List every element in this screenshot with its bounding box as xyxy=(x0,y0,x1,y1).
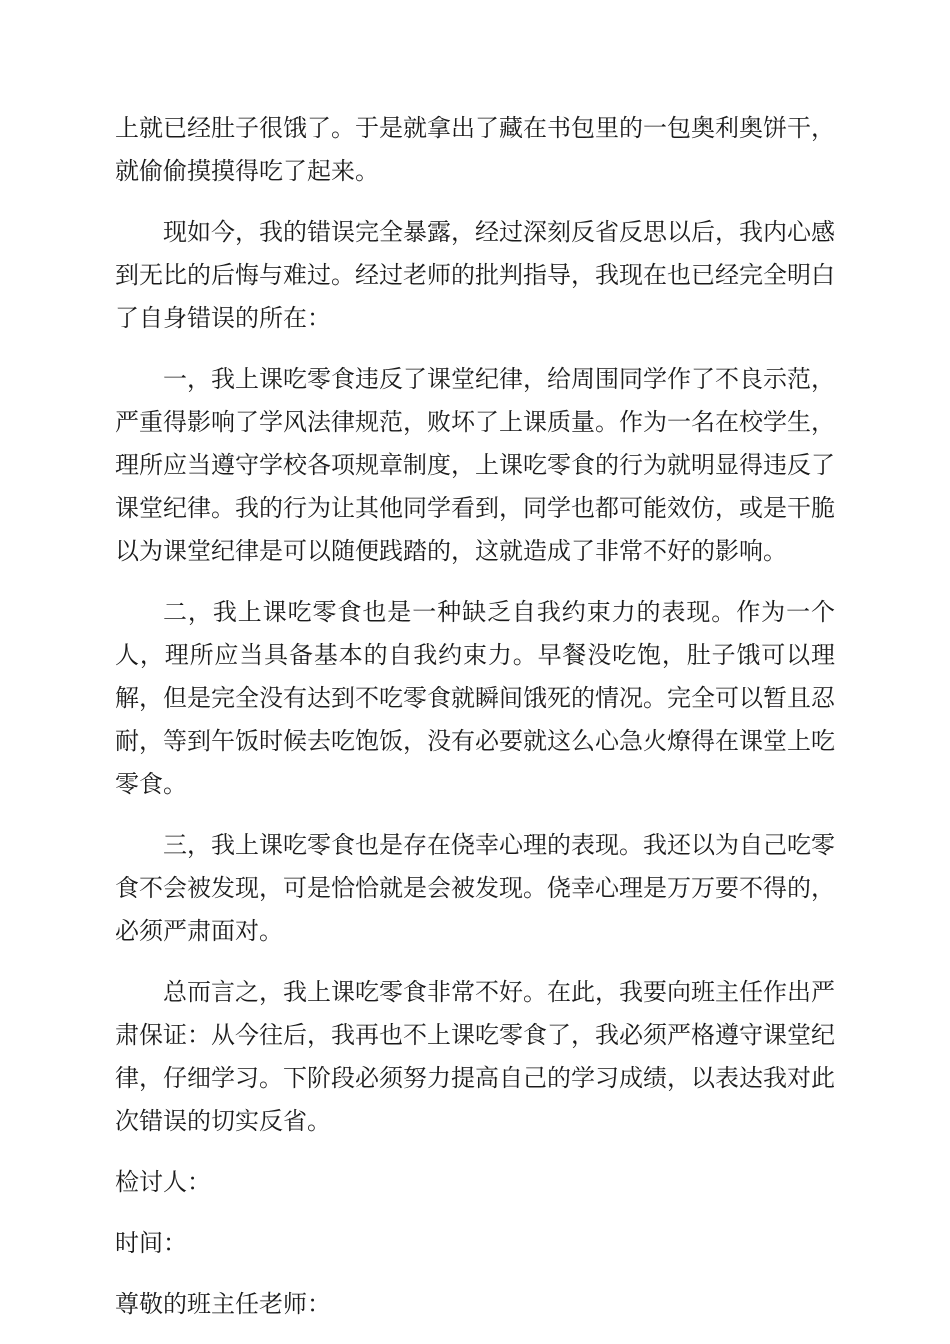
paragraph-point-three: 三，我上课吃零食也是存在侥幸心理的表现。我还以为自己吃零食不会被发现，可是恰恰就是会被发现。侥幸心理是万万要不得的，必须严肃面对。 xyxy=(115,831,835,945)
document-page xyxy=(115,107,835,1326)
salutation: 尊敬的班主任老师： xyxy=(115,1290,331,1318)
paragraph-point-one: 一，我上课吃零食违反了课堂纪律，给周围同学作了不良示范，严重得影响了学风法律规范，败坏了上课质量。作为一名在校学生，理所应当遵守学校各项规章制度，上课吃零食的行为就明显得违反了课堂纪律。我的行为让其他同学看到，同学也都可能效仿，或是干脆以为课堂纪律是可以随便践踏的，这就造成了非常不好的影响。 xyxy=(115,365,835,565)
paragraph-conclusion: 总而言之，我上课吃零食非常不好。在此，我要向班主任作出严肃保证：从今往后，我再也不上课吃零食了，我必须严格遵守课堂纪律，仔细学习。下阶段必须努力提高自己的学习成绩，以表达我对此次错误的切实反省。 xyxy=(115,978,835,1135)
paragraph-reflection: 现如今，我的错误完全暴露，经过深刻反省反思以后，我内心感到无比的后悔与难过。经过老师的批判指导，我现在也已经完全明白了自身错误的所在： xyxy=(115,218,835,332)
signer-label: 检讨人： xyxy=(115,1168,211,1196)
paragraph-continuation: 上就已经肚子很饿了。于是就拿出了藏在书包里的一包奥利奥饼干，就偷偷摸摸得吃了起来。 xyxy=(115,114,835,185)
paragraph-point-two: 二，我上课吃零食也是一种缺乏自我约束力的表现。作为一个人，理所应当具备基本的自我约束力。早餐没吃饱，肚子饿可以理解，但是完全没有达到不吃零食就瞬间饿死的情况。完全可以暂且忍耐，等到午饭时候去吃饱饭，没有必要就这么心急火燎得在课堂上吃零食。 xyxy=(115,598,835,798)
time-label: 时间： xyxy=(115,1229,187,1257)
